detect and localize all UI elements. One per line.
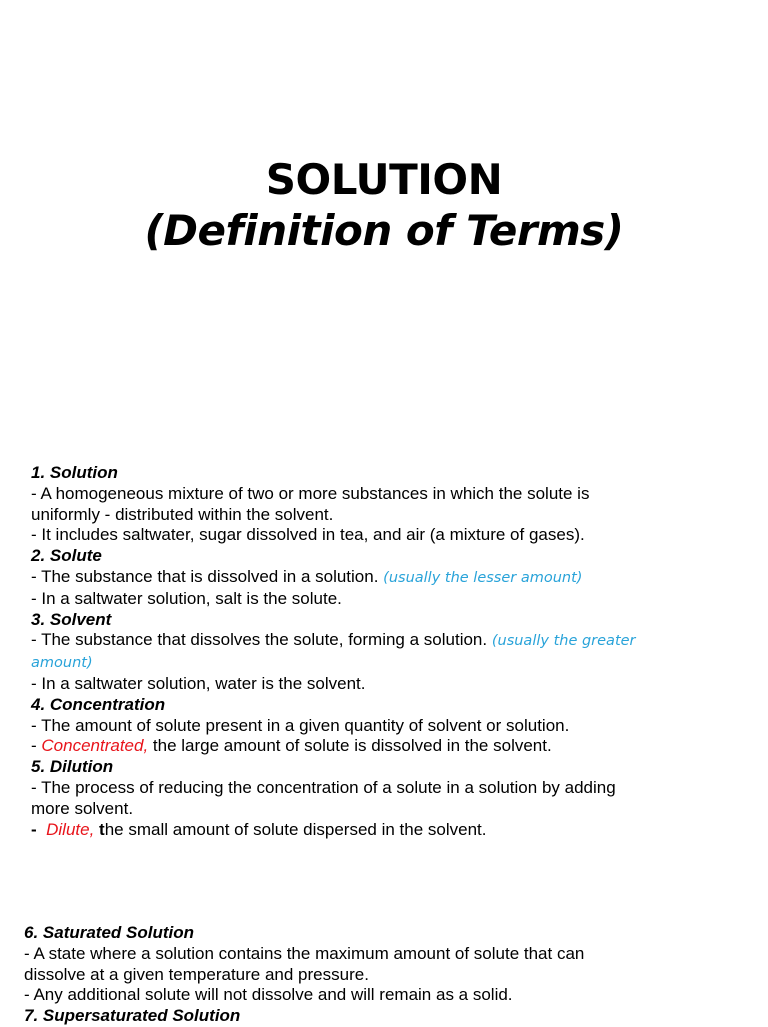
example-saturated: - Any additional solute will not dissolve and will remain as a solid. <box>24 985 513 1005</box>
concentrated-prefix: - <box>31 736 42 756</box>
example-solution: - It includes saltwater, sugar dissolved in tea, and air (a mixture of gases). <box>31 525 585 545</box>
term-heading-solvent: 3. Solvent <box>31 609 112 629</box>
definition-dilution-line2: more solvent. <box>31 798 134 818</box>
definition-dilution-line1: - The process of reducing the concentration of a solute in a solution by adding <box>31 777 616 797</box>
definition-solution-line1: - A homogeneous mixture of two or more substances in which the solute is <box>31 483 590 503</box>
definition-saturated-line2: dissolve at a given temperature and pressure. <box>24 964 369 984</box>
definition-concentration: - The amount of solute present in a given quantity of solvent or solution. <box>31 715 570 735</box>
concentrated-text: the large amount of solute is dissolved in the solvent. <box>148 736 552 756</box>
definition-solute <box>31 567 731 589</box>
solute-note: (usually the lesser amount) <box>383 569 583 586</box>
term-heading-saturated: 6. Saturated Solution <box>24 923 195 942</box>
solvent-note-line2 <box>31 652 731 674</box>
example-solvent: - In a saltwater solution, water is the solvent. <box>31 673 366 693</box>
dilute-prefix: - <box>31 819 37 839</box>
example-solute: - In a saltwater solution, salt is the solute. <box>31 588 342 608</box>
dilute-subdefinition <box>31 820 731 841</box>
term-heading-dilution: 5. Dilution <box>31 757 114 777</box>
definitions-section-1 <box>31 463 731 840</box>
definition-saturated-line1: - A state where a solution contains the maximum amount of solute that can <box>24 943 585 963</box>
term-heading-concentration: 4. Concentration <box>31 694 166 714</box>
page-subtitle: (Definition of Terms) <box>144 206 624 255</box>
solvent-note-part1: (usually the greater <box>491 633 636 650</box>
term-heading-solution: 1. Solution <box>31 463 118 482</box>
definitions-section-2 <box>24 923 744 1027</box>
definition-solute-text: - The substance that is dissolved in a solution. <box>31 566 379 586</box>
term-heading-supersaturated: 7. Supersaturated Solution <box>24 1006 241 1026</box>
definition-solvent-text: - The substance that dissolves the solute, forming a solution. <box>31 630 488 650</box>
dilute-text: he small amount of solute dispersed in the solvent. <box>104 819 487 839</box>
term-heading-solute: 2. Solute <box>31 546 102 566</box>
concentrated-subdefinition <box>31 736 731 757</box>
page-title: SOLUTION <box>265 155 503 204</box>
definition-solution-line2: uniformly - distributed within the solvent. <box>31 504 334 524</box>
concentrated-term: Concentrated, <box>41 736 149 756</box>
dilute-initial: t <box>99 819 105 839</box>
solvent-note-part2: amount) <box>31 655 93 672</box>
dilute-term: Dilute, <box>46 819 95 839</box>
definition-solvent <box>31 630 731 652</box>
